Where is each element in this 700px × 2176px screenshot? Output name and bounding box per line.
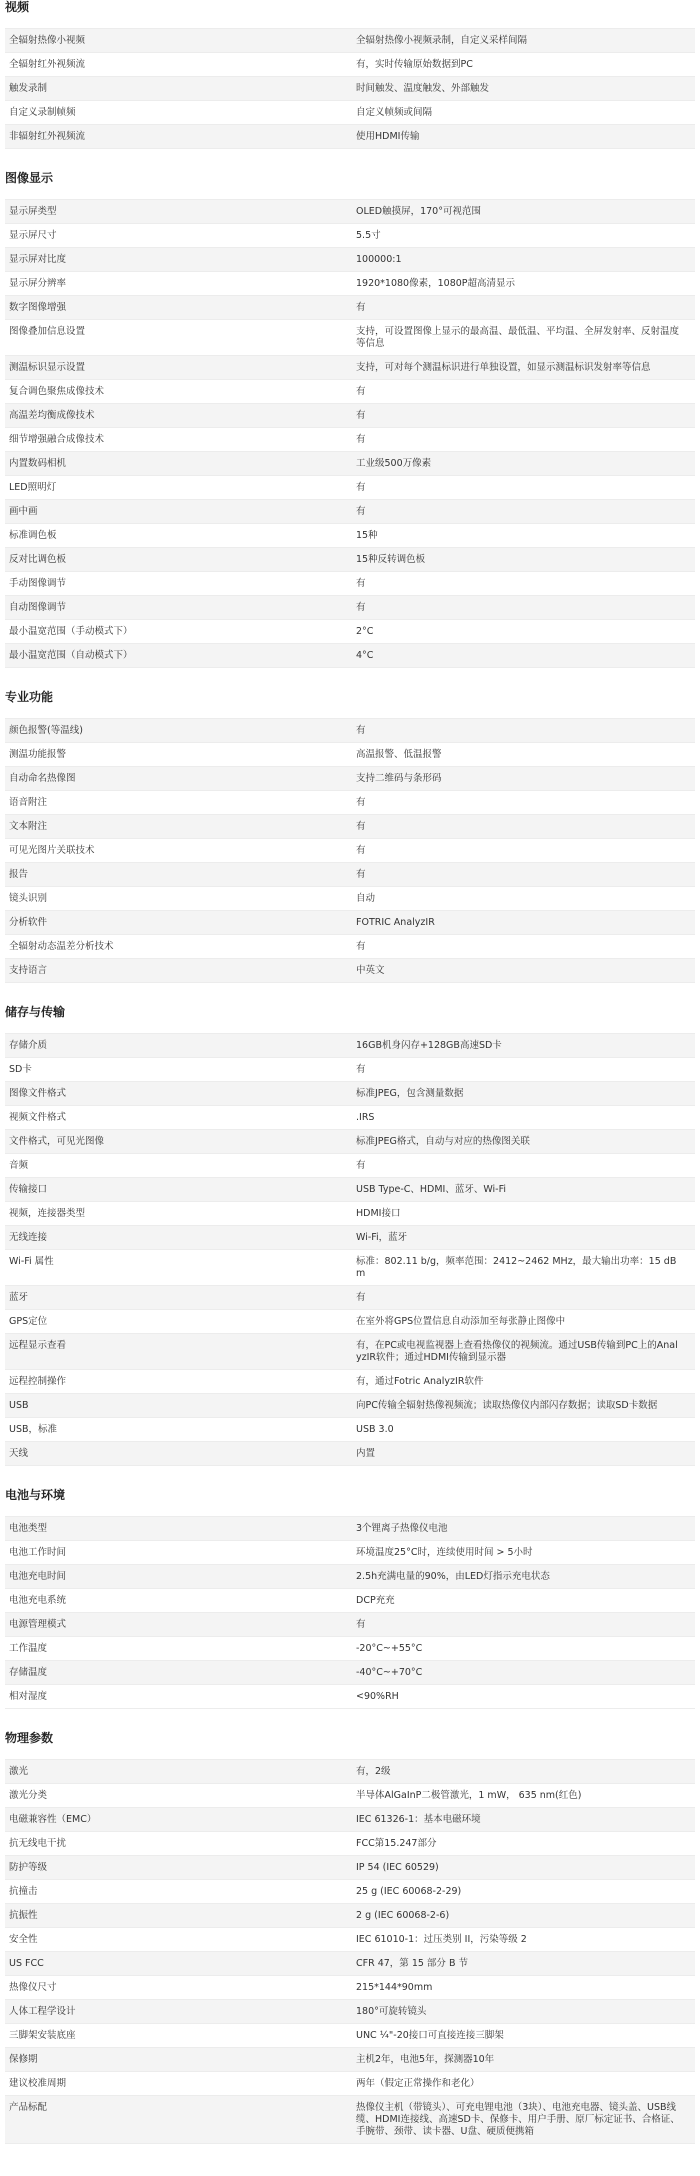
spec-key: 全辐射热像小视频 bbox=[9, 35, 86, 46]
spec-key: 电源管理模式 bbox=[9, 1619, 67, 1630]
spec-key: 文件格式，可见光图像 bbox=[9, 1136, 105, 1147]
spec-value: USB Type-C、HDMI、蓝牙、Wi-Fi bbox=[356, 1184, 507, 1195]
spec-row bbox=[5, 1250, 695, 1286]
spec-row bbox=[5, 1856, 695, 1880]
spec-table bbox=[5, 1759, 695, 2144]
spec-row bbox=[5, 452, 695, 476]
spec-row bbox=[5, 77, 695, 101]
spec-key: 远程控制操作 bbox=[9, 1376, 67, 1387]
spec-key: 复合调色聚焦成像技术 bbox=[9, 386, 105, 397]
spec-section bbox=[0, 690, 700, 983]
spec-row bbox=[5, 1952, 695, 1976]
spec-key: 画中画 bbox=[9, 506, 38, 517]
spec-value: UNC ¼"-20接口可直接连接三脚架 bbox=[356, 2030, 504, 2041]
spec-key: 图像叠加信息设置 bbox=[9, 326, 86, 337]
spec-value: 2°C bbox=[356, 626, 374, 637]
spec-row bbox=[5, 815, 695, 839]
spec-key: 远程显示查看 bbox=[9, 1340, 67, 1351]
spec-row bbox=[5, 1685, 695, 1709]
spec-value: IP 54 (IEC 60529) bbox=[356, 1862, 439, 1873]
section-title: 储存与传输 bbox=[5, 1005, 66, 1019]
spec-value: 支持，可设置图像上显示的最高温、最低温、平均温、全屏发射率、反射温度等信息 bbox=[356, 326, 680, 349]
spec-value: 标准JPEG格式，自动与对应的热像图关联 bbox=[356, 1136, 530, 1147]
spec-row bbox=[5, 1808, 695, 1832]
spec-row bbox=[5, 911, 695, 935]
spec-value: IEC 61326-1：基本电磁环境 bbox=[356, 1814, 481, 1825]
spec-row bbox=[5, 29, 695, 53]
spec-key: 反对比调色板 bbox=[9, 554, 67, 565]
spec-row bbox=[5, 1034, 695, 1058]
spec-table bbox=[5, 199, 695, 668]
spec-key: 内置数码相机 bbox=[9, 458, 67, 469]
spec-section bbox=[0, 1488, 700, 1709]
spec-key: 工作温度 bbox=[9, 1643, 48, 1654]
spec-value: Wi-Fi，蓝牙 bbox=[356, 1232, 408, 1243]
spec-row bbox=[5, 1784, 695, 1808]
spec-row bbox=[5, 2072, 695, 2096]
spec-value: -40°C~+70°C bbox=[356, 1667, 423, 1678]
spec-key: 全辐射红外视频流 bbox=[9, 59, 86, 70]
spec-section bbox=[0, 0, 700, 149]
spec-value: 180°可旋转镜头 bbox=[356, 2006, 427, 2017]
spec-key: 颜色报警(等温线) bbox=[9, 725, 83, 736]
spec-key: 音频 bbox=[9, 1160, 29, 1171]
spec-value: 时间触发、温度触发、外部触发 bbox=[356, 83, 490, 94]
spec-row bbox=[5, 2000, 695, 2024]
spec-value: 有，实时传输原始数据到PC bbox=[356, 59, 473, 70]
spec-key: 产品标配 bbox=[9, 2102, 48, 2113]
spec-value: FOTRIC AnalyzIR bbox=[356, 917, 435, 928]
spec-key: SD卡 bbox=[9, 1064, 32, 1075]
spec-value: 环境温度25°C时，连续使用时间 > 5小时 bbox=[356, 1547, 533, 1558]
spec-key: 蓝牙 bbox=[9, 1292, 29, 1303]
spec-key: 高温差均衡成像技术 bbox=[9, 410, 95, 421]
spec-row bbox=[5, 620, 695, 644]
spec-value: 有，通过Fotric AnalyzIR软件 bbox=[356, 1376, 484, 1387]
spec-row bbox=[5, 1832, 695, 1856]
section-title: 视频 bbox=[5, 0, 30, 14]
spec-value: 半导体AlGaInP二极管激光，1 mW， 635 nm(红色) bbox=[356, 1790, 582, 1801]
spec-value: 支持二维码与条形码 bbox=[356, 773, 442, 784]
spec-row bbox=[5, 1394, 695, 1418]
spec-value: FCC第15.247部分 bbox=[356, 1838, 437, 1849]
spec-row bbox=[5, 548, 695, 572]
spec-key: 文本附注 bbox=[9, 821, 48, 832]
spec-value: 25 g (IEC 60068-2-29) bbox=[356, 1886, 462, 1897]
spec-key: 标准调色板 bbox=[9, 530, 57, 541]
spec-key: 镜头识别 bbox=[9, 893, 48, 904]
spec-value: HDMI接口 bbox=[356, 1208, 401, 1219]
spec-value: 215*144*90mm bbox=[356, 1982, 433, 1993]
spec-value: 5.5寸 bbox=[356, 230, 381, 241]
spec-row bbox=[5, 1637, 695, 1661]
spec-row bbox=[5, 935, 695, 959]
spec-row bbox=[5, 428, 695, 452]
spec-value: 有 bbox=[356, 821, 366, 832]
spec-value: 有 bbox=[356, 602, 366, 613]
spec-value: 3个锂离子热像仪电池 bbox=[356, 1523, 448, 1534]
spec-key: 电池工作时间 bbox=[9, 1547, 67, 1558]
spec-value: 2 g (IEC 60068-2-6) bbox=[356, 1910, 450, 1921]
spec-key: 电池类型 bbox=[9, 1523, 48, 1534]
spec-value: 有 bbox=[356, 1292, 366, 1303]
spec-value: 有 bbox=[356, 482, 366, 493]
spec-key: 自动图像调节 bbox=[9, 602, 67, 613]
spec-key: 激光分类 bbox=[9, 1790, 48, 1801]
spec-value: 标准：802.11 b/g，频率范围：2412~2462 MHz，最大输出功率：15 dBm bbox=[356, 1256, 677, 1279]
spec-value: 热像仪主机（带镜头）、可充电锂电池（3块）、电池充电器、镜头盖、USB线缆、HDMI连接线、高速SD卡、保修卡、用户手册、原厂标定证书、合格证、手腕带、颈带、读卡器、U盘、硬质便携箱 bbox=[356, 2102, 680, 2137]
spec-key: 分析软件 bbox=[9, 917, 48, 928]
spec-row bbox=[5, 248, 695, 272]
spec-row bbox=[5, 1202, 695, 1226]
spec-value: 有 bbox=[356, 410, 366, 421]
spec-value: 主机2年，电池5年，探测器10年 bbox=[356, 2054, 495, 2065]
spec-key: 传输接口 bbox=[9, 1184, 48, 1195]
spec-row bbox=[5, 1565, 695, 1589]
spec-key: 相对湿度 bbox=[9, 1691, 48, 1702]
spec-value: IEC 61010-1：过压类别 II，污染等级 2 bbox=[356, 1934, 527, 1945]
spec-key: LED照明灯 bbox=[9, 482, 57, 493]
spec-key: 视频，连接器类型 bbox=[9, 1208, 86, 1219]
spec-value: USB 3.0 bbox=[356, 1424, 394, 1435]
spec-key: 保修期 bbox=[9, 2054, 38, 2065]
spec-value: 有 bbox=[356, 578, 366, 589]
spec-row bbox=[5, 53, 695, 77]
spec-key: 抗振性 bbox=[9, 1910, 38, 1921]
spec-key: 可见光图片关联技术 bbox=[9, 845, 95, 856]
spec-row bbox=[5, 1589, 695, 1613]
spec-row bbox=[5, 1541, 695, 1565]
spec-row bbox=[5, 1334, 695, 1370]
spec-key: 手动图像调节 bbox=[9, 578, 67, 589]
spec-row bbox=[5, 476, 695, 500]
spec-key: 三脚架安装底座 bbox=[9, 2030, 76, 2041]
spec-key: 天线 bbox=[9, 1448, 29, 1459]
spec-value: 2.5h充满电量的90%，由LED灯指示充电状态 bbox=[356, 1571, 550, 1582]
spec-row bbox=[5, 1760, 695, 1784]
spec-key: 全辐射动态温差分析技术 bbox=[9, 941, 114, 952]
spec-value: 有 bbox=[356, 1160, 366, 1171]
spec-value: 1920*1080像素，1080P超高清显示 bbox=[356, 278, 516, 289]
spec-key: 激光 bbox=[9, 1766, 29, 1777]
spec-row bbox=[5, 2048, 695, 2072]
spec-value: 使用HDMI传输 bbox=[356, 131, 420, 142]
spec-value: 向PC传输全辐射热像视频流；读取热像仪内部闪存数据；读取SD卡数据 bbox=[356, 1400, 658, 1411]
spec-key: 显示屏类型 bbox=[9, 206, 57, 217]
spec-row bbox=[5, 2096, 695, 2144]
spec-value: 有 bbox=[356, 725, 366, 736]
spec-row bbox=[5, 839, 695, 863]
spec-value: 16GB机身闪存+128GB高速SD卡 bbox=[356, 1040, 502, 1051]
spec-key: 语音附注 bbox=[9, 797, 48, 808]
spec-key: 抗无线电干扰 bbox=[9, 1838, 67, 1849]
spec-value: 有 bbox=[356, 386, 366, 397]
spec-key: USB，标准 bbox=[9, 1424, 58, 1435]
spec-row bbox=[5, 1661, 695, 1685]
spec-value: -20°C~+55°C bbox=[356, 1643, 423, 1654]
spec-row bbox=[5, 1106, 695, 1130]
spec-key: 非辐射红外视频流 bbox=[9, 131, 86, 142]
spec-value: 有 bbox=[356, 1064, 366, 1075]
spec-value: CFR 47，第 15 部分 B 节 bbox=[356, 1958, 468, 1969]
spec-key: USB bbox=[9, 1400, 29, 1411]
spec-key: 测温标识显示设置 bbox=[9, 362, 86, 373]
spec-row bbox=[5, 1370, 695, 1394]
spec-row bbox=[5, 743, 695, 767]
spec-value: OLED触摸屏，170°可视范围 bbox=[356, 206, 481, 217]
spec-value: 两年（假定正常操作和老化） bbox=[356, 2078, 480, 2089]
spec-table bbox=[5, 1033, 695, 1466]
section-title: 电池与环境 bbox=[5, 1488, 66, 1502]
spec-key: 触发录制 bbox=[9, 83, 48, 94]
spec-value: 有，在PC或电视监视器上查看热像仪的视频流。通过USB传输到PC上的AnalyzIR软件；通过HDMI传输到显示器 bbox=[356, 1340, 678, 1363]
spec-row bbox=[5, 863, 695, 887]
spec-row bbox=[5, 224, 695, 248]
spec-key: 抗撞击 bbox=[9, 1886, 38, 1897]
spec-row bbox=[5, 644, 695, 668]
spec-row bbox=[5, 1928, 695, 1952]
spec-table bbox=[5, 718, 695, 983]
spec-row bbox=[5, 1442, 695, 1466]
spec-section bbox=[0, 171, 700, 668]
spec-key: 显示屏尺寸 bbox=[9, 230, 57, 241]
spec-value: 标准JPEG，包含测量数据 bbox=[356, 1088, 464, 1099]
spec-row bbox=[5, 791, 695, 815]
spec-section bbox=[0, 1005, 700, 1466]
spec-row bbox=[5, 1880, 695, 1904]
spec-row bbox=[5, 2024, 695, 2048]
spec-row bbox=[5, 1904, 695, 1928]
spec-value: 4°C bbox=[356, 650, 374, 661]
spec-value: 100000:1 bbox=[356, 254, 402, 265]
spec-value: 自定义帧频或间隔 bbox=[356, 107, 433, 118]
spec-row bbox=[5, 404, 695, 428]
spec-value: 自动 bbox=[356, 893, 376, 904]
spec-key: US FCC bbox=[9, 1958, 44, 1969]
spec-value: 有 bbox=[356, 869, 366, 880]
spec-key: 电磁兼容性（EMC） bbox=[9, 1814, 97, 1825]
spec-row bbox=[5, 1613, 695, 1637]
spec-key: 电池充电时间 bbox=[9, 1571, 67, 1582]
spec-row bbox=[5, 320, 695, 356]
spec-row bbox=[5, 380, 695, 404]
spec-value: 有 bbox=[356, 845, 366, 856]
section-title: 图像显示 bbox=[5, 171, 54, 185]
spec-value: 有 bbox=[356, 797, 366, 808]
spec-row bbox=[5, 719, 695, 743]
spec-row bbox=[5, 887, 695, 911]
spec-row bbox=[5, 1226, 695, 1250]
spec-key: 人体工程学设计 bbox=[9, 2006, 76, 2017]
spec-row bbox=[5, 1130, 695, 1154]
spec-row bbox=[5, 572, 695, 596]
spec-table bbox=[5, 1516, 695, 1709]
spec-key: 存储介质 bbox=[9, 1040, 48, 1051]
spec-key: 最小温宽范围（自动模式下） bbox=[9, 650, 133, 661]
spec-row bbox=[5, 767, 695, 791]
spec-key: GPS定位 bbox=[9, 1316, 48, 1327]
spec-key: 细节增强融合成像技术 bbox=[9, 434, 105, 445]
spec-row bbox=[5, 1286, 695, 1310]
spec-row bbox=[5, 1058, 695, 1082]
spec-value: 15种 bbox=[356, 530, 378, 541]
spec-value: 在室外将GPS位置信息自动添加至每张静止图像中 bbox=[356, 1316, 566, 1327]
section-title: 专业功能 bbox=[5, 690, 54, 704]
spec-row bbox=[5, 1178, 695, 1202]
spec-value: 有 bbox=[356, 302, 366, 313]
spec-key: 安全性 bbox=[9, 1934, 38, 1945]
spec-key: 报告 bbox=[9, 869, 29, 880]
spec-row bbox=[5, 1418, 695, 1442]
spec-row bbox=[5, 1310, 695, 1334]
spec-table bbox=[5, 28, 695, 149]
spec-value: .IRS bbox=[356, 1112, 375, 1123]
spec-key: Wi-Fi 属性 bbox=[9, 1256, 54, 1267]
spec-key: 热像仪尺寸 bbox=[9, 1982, 57, 1993]
spec-key: 显示屏分辨率 bbox=[9, 278, 67, 289]
spec-value: 支持，可对每个测温标识进行单独设置，如显示测温标识发射率等信息 bbox=[356, 362, 651, 373]
spec-row bbox=[5, 1976, 695, 2000]
spec-value: 有 bbox=[356, 941, 366, 952]
spec-key: 支持语言 bbox=[9, 965, 48, 976]
spec-value: 有，2级 bbox=[356, 1766, 391, 1777]
spec-key: 视频文件格式 bbox=[9, 1112, 67, 1123]
spec-row bbox=[5, 356, 695, 380]
spec-key: 建议校准周期 bbox=[9, 2078, 67, 2089]
spec-row bbox=[5, 959, 695, 983]
spec-row bbox=[5, 272, 695, 296]
spec-key: 自动命名热像图 bbox=[9, 773, 76, 784]
spec-key: 防护等级 bbox=[9, 1862, 48, 1873]
spec-row bbox=[5, 125, 695, 149]
spec-value: 有 bbox=[356, 434, 366, 445]
spec-key: 测温功能报警 bbox=[9, 749, 67, 760]
spec-row bbox=[5, 500, 695, 524]
spec-row bbox=[5, 1154, 695, 1178]
spec-row bbox=[5, 200, 695, 224]
spec-value: 工业级500万像素 bbox=[356, 458, 432, 469]
spec-key: 无线连接 bbox=[9, 1232, 48, 1243]
spec-row bbox=[5, 1517, 695, 1541]
spec-key: 数字图像增强 bbox=[9, 302, 67, 313]
spec-value: 中英文 bbox=[356, 965, 385, 976]
spec-value: 高温报警、低温报警 bbox=[356, 749, 442, 760]
spec-row bbox=[5, 1082, 695, 1106]
spec-key: 电池充电系统 bbox=[9, 1595, 67, 1606]
spec-value: 有 bbox=[356, 1619, 366, 1630]
spec-value: 全辐射热像小视频录制，自定义采样间隔 bbox=[356, 35, 528, 46]
spec-key: 最小温宽范围（手动模式下） bbox=[9, 626, 133, 637]
spec-key: 显示屏对比度 bbox=[9, 254, 67, 265]
spec-key: 图像文件格式 bbox=[9, 1088, 67, 1099]
spec-value: 15种反转调色板 bbox=[356, 554, 426, 565]
spec-row bbox=[5, 296, 695, 320]
spec-row bbox=[5, 101, 695, 125]
section-title: 物理参数 bbox=[5, 1731, 54, 1745]
spec-section bbox=[0, 1731, 700, 2144]
spec-key: 自定义录制帧频 bbox=[9, 107, 76, 118]
spec-value: 内置 bbox=[356, 1448, 376, 1459]
spec-key: 存储温度 bbox=[9, 1667, 48, 1678]
spec-row bbox=[5, 596, 695, 620]
spec-value: <90%RH bbox=[356, 1691, 399, 1702]
spec-value: DCP充充 bbox=[356, 1595, 395, 1606]
spec-value: 有 bbox=[356, 506, 366, 517]
spec-row bbox=[5, 524, 695, 548]
